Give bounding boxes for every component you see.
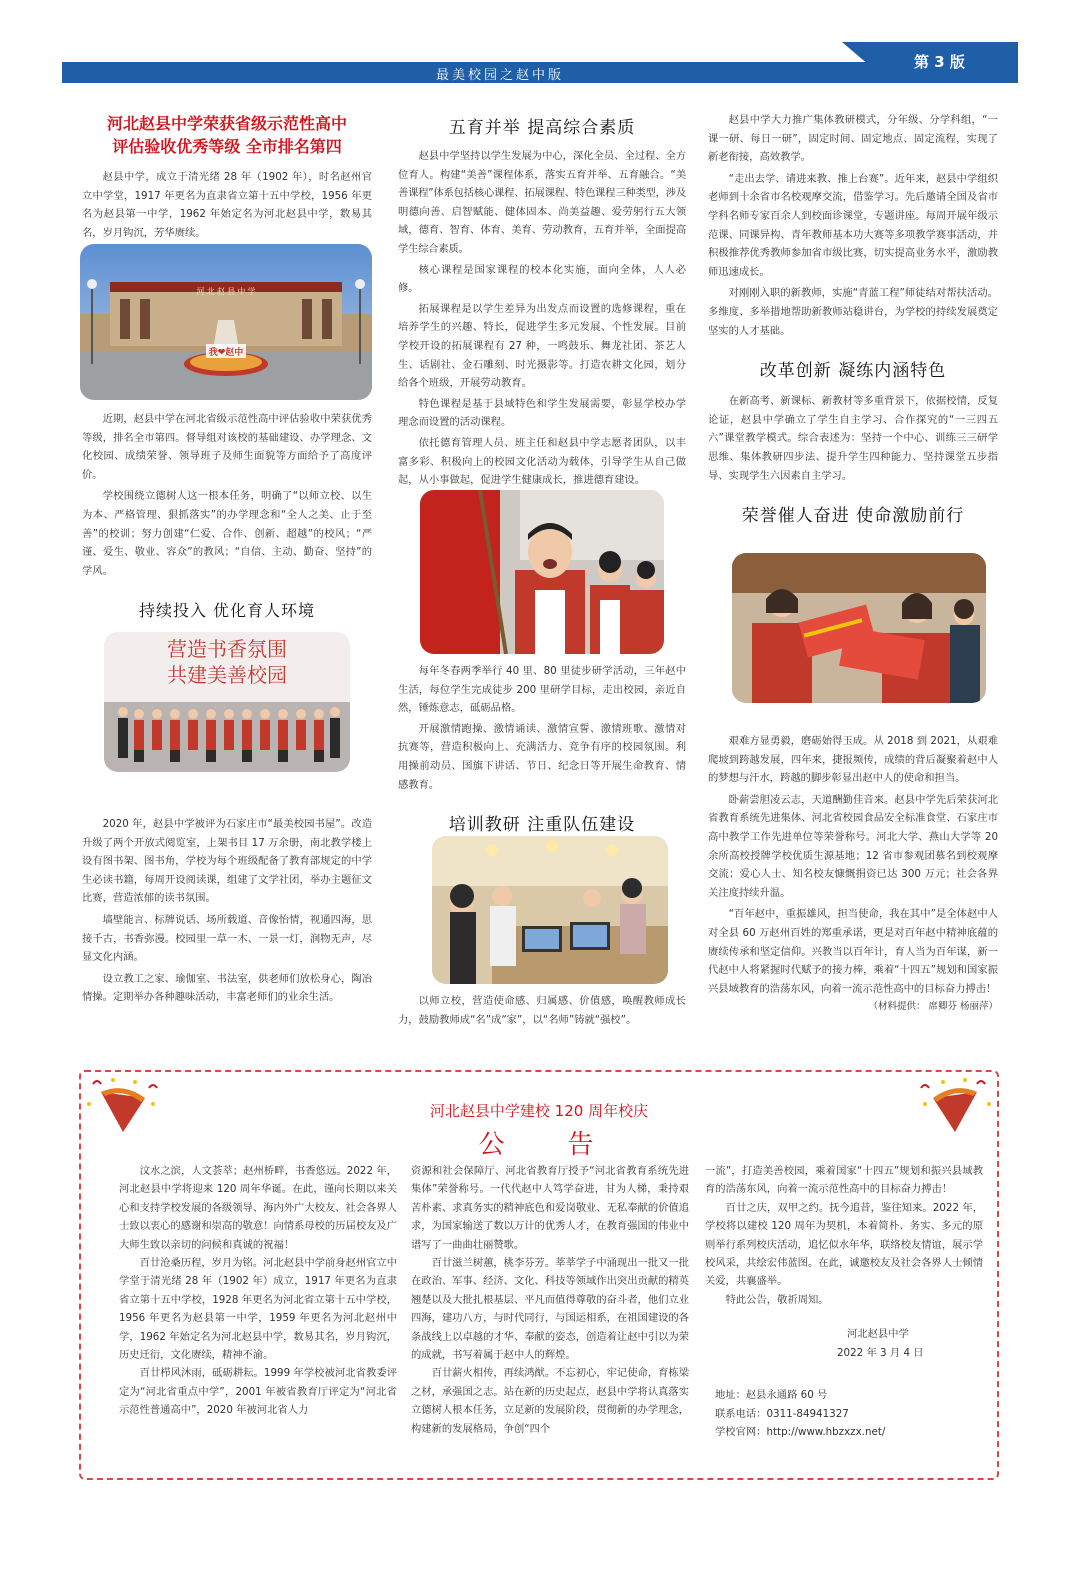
paragraph: 卧薪尝胆凌云志，天道酬勤佳音来。赵县中学先后荣获河北省教育系统先进集体、河北省校园食品安全标准食堂、石家庄市高中教学工作先进单位等荣誉称号。河北大学、燕山大学等 20 余所高校授牌学校优质生源基地；12 省市参观团慕名到校观摩交流；爱心人士、知名校友慷慨捐资已达 300 万元；社会各界关注度持续升温。 xyxy=(708,793,998,899)
paragraph: “百年赵中，重振雄风，担当使命，我在其中”是全体赵中人对全县 60 万赵州百姓的郑重承诺，更是对百年赵中精神底蕴的赓续传承和坚定信仰。兴教当以百年计，育人当为百年谋，新一代赵中人将紧握时代赋予的接力棒，乘着“十四五”规划和国家振兴县域教育的浩荡东风，向着一流示范性高中的目标奋力搏击！ xyxy=(708,908,998,995)
paragraph: 开展激情跑操、激情诵读、激情宣誓、激情班歌、激情对抗赛等，营造积极向上、充满活力、竞争有序的校园氛围。利用操前动员、国旗下讲话、节日、纪念日等开展生命教育、情感教育。 xyxy=(398,722,686,791)
column-right xyxy=(708,111,998,526)
notice-column-2 xyxy=(411,1162,689,1438)
paragraph: 百廿沧桑历程，岁月为铭。河北赵县中学前身赵州官立中学堂于清光绪 28 年（1902 年）成立，1917 年更名为直隶省立第十五中学校，1928 年更名为河北省立第十五中学校，1956 年更名为赵县第一中学，1959 年更名为河北赵州中学，1962 年始定名为河北赵县中学，数易其名，岁月钩沉，历史迁衍，文化赓续，精神不渝。 xyxy=(119,1257,398,1362)
section-heading: 荣誉催人奋进 使命激励前行 xyxy=(741,506,965,527)
paragraph: 依托德育管理人员、班主任和赵县中学志愿者团队，以丰富多彩、积极向上的校园文化活动为载体，引导学生从自己做起，从小事做起，促进学生健康成长，推进德育建设。 xyxy=(398,436,686,487)
column-middle-bottom xyxy=(398,992,686,1029)
page-number: 第 3 版 xyxy=(914,53,965,71)
sign-text: 我❤赵中 xyxy=(208,347,244,357)
paragraph: 一流”，打造美善校园，乘着国家“十四五”规划和振兴县域教育的浩荡东风，向着一流示范性高中的目标奋力搏击！ xyxy=(705,1165,983,1196)
column-right-bottom xyxy=(708,732,998,1012)
notice-title: 河北赵县中学建校 120 周年校庆 xyxy=(429,1102,649,1120)
column-left xyxy=(82,112,372,242)
reading-event-photo xyxy=(104,632,350,772)
article-title-line2: 评估验收优秀等级 全市排名第四 xyxy=(112,137,342,156)
gate-sign-text: 河 北 赵 县 中 学 xyxy=(196,287,256,296)
banner-line1: 营造书香氛围 xyxy=(167,637,287,661)
paragraph: 艰难方显勇毅，磨砺始得玉成。从 2018 到 2021，从艰难爬坡到跨越发展，四年来，捷报频传，成绩的背后凝聚着赵中人的梦想与汗水，跨越的脚步彰显出赵中人的使命和担当。 xyxy=(708,735,998,785)
banner-line2: 共建美善校园 xyxy=(167,663,287,687)
column-left-bottom xyxy=(82,815,372,1007)
section-heading: 培训教研 注重队伍建设 xyxy=(448,815,636,836)
paragraph: 资源和社会保障厅、河北省教育厅授予“河北省教育系统先进集体”荣誉称号。一代代赵中人笃学奋进，甘为人梯，秉持艰苦朴素、求真务实的精神底色和爱岗敬业、无私奉献的价值追求，为国家输送了数以万计的优秀人才，在教育强国的伟业中谱写了一曲曲壮丽赞歌。 xyxy=(411,1165,690,1251)
paragraph: 百廿栉风沐雨，砥砺耕耘。1999 年学校被河北省教委评定为“河北省重点中学”，2001 年被省教育厅评定为“河北省示范性普通高中”，2020 年被河北省人力 xyxy=(119,1367,397,1417)
signature-date: 2022 年 3 月 4 日 xyxy=(837,1346,924,1359)
notice-column-1 xyxy=(119,1162,397,1420)
notice-column-3 xyxy=(705,1162,983,1442)
paragraph: 赵县中学，成立于清光绪 28 年（1902 年），时名赵州官立中学堂，1917 年更名为直隶省立第十五中学校，1956 年更名为赵县第一中学，1962 年始定名为河北赵县中学，数易其名，岁月钩沉，芳华赓续。 xyxy=(82,171,372,239)
paragraph: 赵县中学大力推广集体教研模式，分年级、分学科组，“一课一研、每日一研”，固定时间、固定地点、固定流程，实现了新老衔接，高效教学。 xyxy=(708,114,998,164)
article-title-line1: 河北赵县中学荣获省级示范性高中 xyxy=(106,114,347,133)
award-ceremony-photo xyxy=(732,553,986,703)
teacher-training-photo xyxy=(432,836,668,984)
address: 地址：赵县永通路 60 号 xyxy=(715,1389,828,1402)
section-heading: 持续投入 优化育人环境 xyxy=(138,601,316,621)
column-left-mid xyxy=(82,410,372,621)
paragraph: “走出去学、请进来教、推上台赛”。近年来，赵县中学组织老师到十余省市名校观摩交流，借鉴学习。先后邀请全国及省市学科名师专家百余人到校面诊课堂，专题讲座。每周开展年级示范课、同课异构、青年教师基本功大赛等多项教学赛事活动，并积极推荐优秀教师参加省市级比赛，切实提高业务水平，激励教师迅速成长。 xyxy=(708,172,998,278)
column-middle xyxy=(398,113,686,490)
section-heading: 五育并举 提高综合素质 xyxy=(448,118,636,138)
page-number-tab xyxy=(890,42,1018,83)
website-link[interactable]: 学校官网：http://www.hbzxzx.net/ xyxy=(715,1426,886,1439)
paragraph: 拓展课程是以学生差异为出发点而设置的选修课程，重在培养学生的兴趣、特长，促进学生多元发展、个性发展。目前学校开设的拓展课程有 27 种，一鸣鼓乐、舞龙社团、茶艺人生、话剧社、金石雕刻、时光摄影等。打造农耕文化园，划分给各个班级，开展劳动教育。 xyxy=(398,302,686,390)
paragraph: 汶水之滨，人文荟萃；赵州桥畔，书香悠远。2022 年，河北赵县中学将迎来 120 周年华诞。在此，谨向长期以来关心和支持学校发展的各级领导、海内外广大校友、社会各界人士致以衷心的感谢和崇高的敬意！向情系母校的历届校友及广大师生致以亲切的问候和真诚的祝福！ xyxy=(119,1165,398,1251)
paragraph: 2020 年，赵县中学被评为石家庄市“最美校园书屋”。改造升级了两个开放式阅览室，上架书目 17 万余册，南北教学楼上设有图书架、图书角，学校为每个班级配备了教育部规定的中学生必读书籍，每周开设阅读课，组建了文学社团，举办主题征文比赛，营造浓郁的读书氛围。 xyxy=(82,818,372,905)
paragraph: 以师立校，营造使命感、归属感、价值感，唤醒教师成长力，鼓励教师成“名”成“家”，以“名师”铸就“强校”。 xyxy=(398,995,686,1026)
paragraph: 特此公告，敬祈周知。 xyxy=(725,1293,829,1306)
paragraph: 每年冬春两季举行 40 里、80 里徒步研学活动，三年赵中生活，每位学生完成徒步 200 里研学目标，走出校园，亲近自然，锤炼意志，砥砺品格。 xyxy=(398,665,686,715)
section-header-bar xyxy=(62,62,938,83)
paragraph: 百廿薪火相传，再续鸿猷。不忘初心，牢记使命，育栋梁之材，承强国之志。站在新的历史起点，赵县中学将认真落实立德树人根本任务，立足新的发展阶段，贯彻新的办学理念，构建新的发展格局，争创“四个 xyxy=(411,1367,690,1435)
phone: 联系电话：0311-84941327 xyxy=(715,1407,849,1420)
paragraph: 设立教工之家、瑜伽室、书法室，供老师们放松身心，陶冶情操。定期举办各种趣味活动，丰富老师们的业余生活。 xyxy=(82,972,372,1004)
notice-heading: 公 告 xyxy=(478,1130,600,1160)
paragraph: 赵县中学坚持以学生发展为中心，深化全员、全过程、全方位育人。构建“美善”课程体系，落实五育并举、五育融合。“美善课程”体系包括核心课程、拓展课程、特色课程三种类型，涉及明德向善、启智赋能、健体固本、尚美益趣、爱劳躬行五大领域，德育、智育、体育、美育、劳动教育，五育并举，全面提高学生综合素质。 xyxy=(398,150,686,255)
paragraph: 墙壁能言、标牌说话、场所载道、音像怡情，视通四海，思接千古，书香弥漫。校园里一草一木、一景一灯，润物无声，尽显文化内涵。 xyxy=(82,913,372,964)
paragraph: 近期，赵县中学在河北省级示范性高中评估验收中荣获优秀等级，排名全市第四。督导组对该校的基础建设、办学理念、文化校园、成绩荣誉、领导班子及师生面貌等方面给予了高度评价。 xyxy=(82,413,372,481)
school-gate-photo xyxy=(80,244,372,400)
paragraph: 对刚刚入职的新教师，实施“青蓝工程”师徒结对帮扶活动。多维度、多举措地帮助新教师站稳讲台，为学校的持续发展奠定坚实的人才基础。 xyxy=(708,287,998,337)
paragraph: 学校围绕立德树人这一根本任务，明确了“以师立校、以生为本、严格管理、狠抓落实”的办学理念和“全人之美、止于至善”的校训；努力创建“仁爱、合作、创新、超越”的校风；“严谨、爱生、敬业、容众”的教风；“自信、主动、勤奋、坚持”的学风。 xyxy=(82,490,372,577)
column-middle-mid xyxy=(398,662,686,835)
signature-org: 河北赵县中学 xyxy=(847,1328,909,1341)
paragraph: 百廿滋兰树蕙，桃李芬芳。莘莘学子中涌现出一批又一批在政治、军事、经济、文化、科技等领域作出突出贡献的精英翘楚以及大批扎根基层、平凡而值得尊敬的奋斗者，他们立业四海，建功八方，与时代同行，与国运相系，在祖国建设的各条战线上以卓越的才华、奉献的姿态，创造着让赵中引以为荣的成就，书写着属于赵中人的辉煌。 xyxy=(411,1257,690,1362)
section-title: 最美校园之赵中版 xyxy=(435,68,564,83)
paragraph: 在新高考、新课标、新教材等多重背景下，依据校情，反复论证，赵县中学确立了学生自主学习、合作探究的“一三四五六”课堂教学模式。综合表述为：坚持一个中心、训练三三研学思维、集体教研四步法、提升学生四种能力、坚持课堂五步指导、实现学生六因素自主学习。 xyxy=(708,395,998,482)
credit-line: （材料提供： 席卿芬 杨丽萍） xyxy=(868,1001,998,1013)
section-heading: 改革创新 凝练内涵特色 xyxy=(759,361,947,382)
students-oath-photo xyxy=(420,490,664,654)
paragraph: 核心课程是国家课程的校本化实施，面向全体，人人必修。 xyxy=(398,263,686,295)
anniversary-notice xyxy=(79,1070,999,1480)
paragraph: 特色课程是基于县域特色和学生发展需要，彰显学校办学理念而设置的活动课程。 xyxy=(398,397,686,429)
paragraph: 百廿之庆，双甲之约。抚今追昔，鉴往知来。2022 年，学校将以建校 120 周年为契机，本着简朴、务实、多元的原则举行系列校庆活动，追忆似水年华，联络校友情谊，展示学校风采，共绘宏伟蓝图。在此，诚邀校友及社会各界人士倾情关爱，共襄盛举。 xyxy=(705,1201,984,1288)
